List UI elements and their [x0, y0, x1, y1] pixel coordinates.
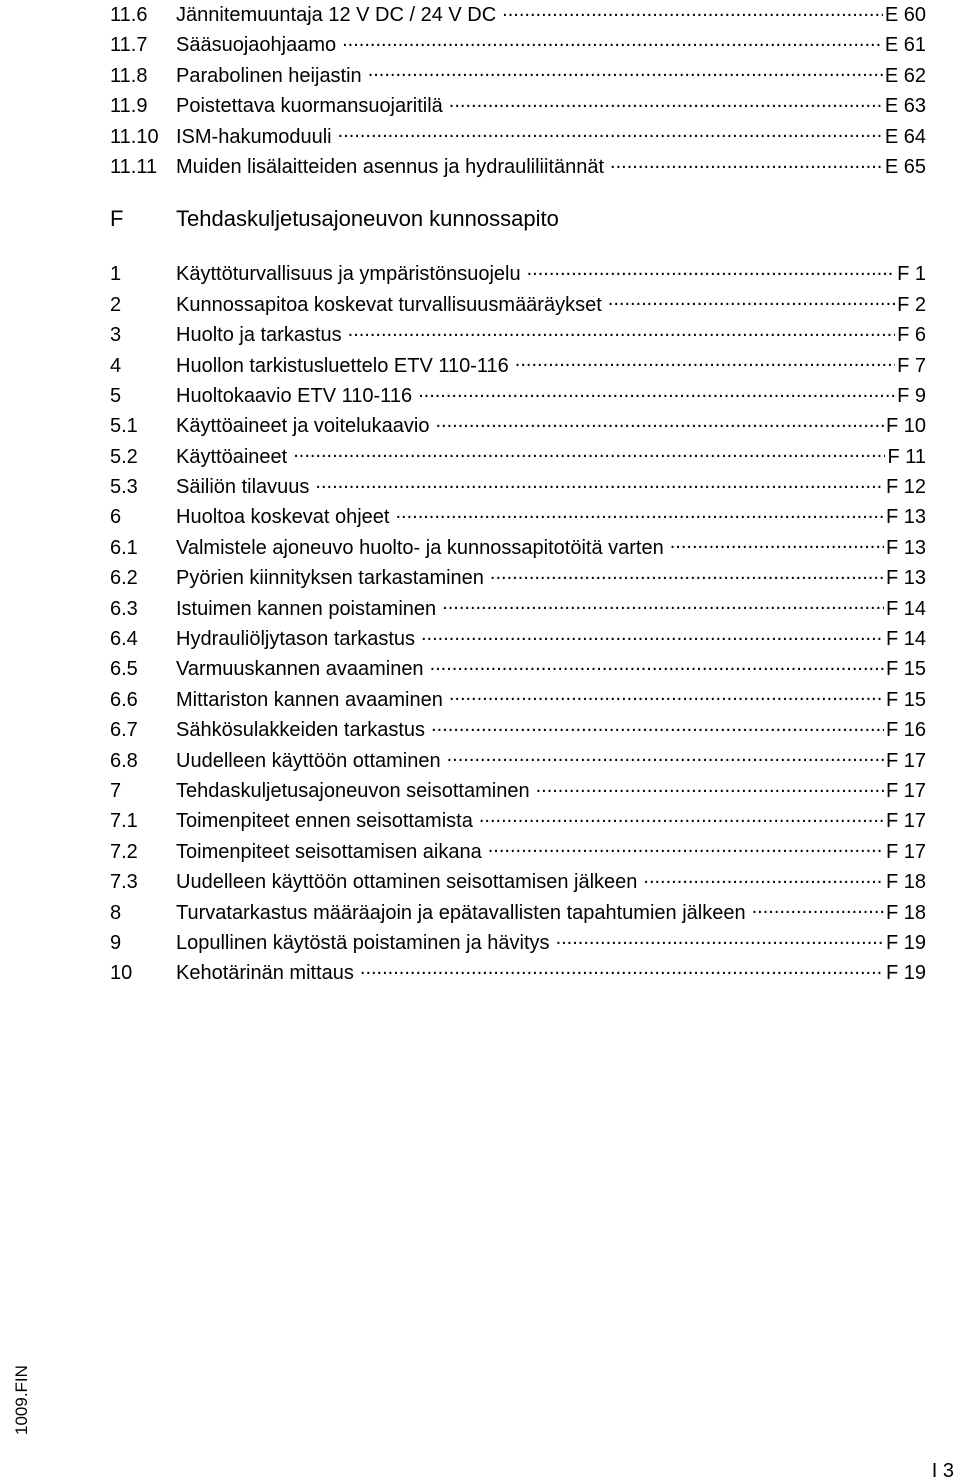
toc-entry-title: Käyttöaineet ja voitelukaavio: [176, 415, 430, 438]
toc-entry-title: Uudelleen käyttöön ottaminen: [176, 749, 441, 772]
section-title: Tehdaskuljetusajoneuvon kunnossapito: [176, 206, 559, 232]
toc-entry-number: 6.7: [110, 719, 138, 742]
toc-entry[interactable]: [110, 563, 926, 593]
dot-leader: [488, 838, 884, 858]
toc-entry[interactable]: [110, 152, 926, 182]
toc-entry[interactable]: [110, 533, 926, 563]
toc-entry-title: Poistettava kuormansuojaritilä: [176, 95, 443, 118]
toc-entry-number: 3: [110, 324, 122, 347]
toc-entry-number: 11.10: [110, 125, 159, 148]
toc-entry-title: Hydrauliöljytason tarkastus: [176, 628, 415, 651]
toc-entry-title: Varmuuskannen avaaminen: [176, 658, 424, 681]
toc-entry-page: F 13: [885, 567, 926, 590]
toc-entry-title: Turvatarkastus määräajoin ja epätavallisten tapahtumien jälkeen: [176, 901, 746, 924]
toc-entry-title: Sähkösulakkeiden tarkastus: [176, 719, 426, 742]
toc-entry-title: Kunnossapitoa koskevat turvallisuusmääräykset: [176, 293, 602, 316]
toc-entry-title: Mittariston kannen avaaminen: [176, 688, 443, 711]
toc-entry-page: F 19: [885, 962, 926, 985]
toc-entry-title: Istuimen kannen poistaminen: [176, 597, 437, 620]
toc-entry-title: Huoltoa koskevat ohjeet: [176, 506, 390, 529]
dot-leader: [490, 564, 884, 584]
dot-leader: [643, 868, 884, 888]
dot-leader: [431, 716, 884, 736]
dot-leader: [515, 352, 895, 372]
toc-entry[interactable]: [110, 654, 926, 684]
toc-entry-page: E 64: [884, 125, 926, 148]
toc-entry[interactable]: [110, 685, 926, 715]
toc-entry-page: F 18: [885, 901, 926, 924]
toc-entry-page: F 11: [887, 445, 926, 468]
toc-entry[interactable]: [110, 320, 926, 350]
dot-leader: [293, 443, 885, 463]
toc-entry-number: 6.6: [110, 688, 138, 711]
toc-entry[interactable]: [110, 867, 926, 897]
toc-entry[interactable]: [110, 746, 926, 776]
toc-entry[interactable]: [110, 30, 926, 60]
toc-entry[interactable]: [110, 928, 926, 958]
toc-entry[interactable]: [110, 351, 926, 381]
dot-leader: [418, 382, 895, 402]
dot-leader: [442, 595, 884, 615]
toc-entry[interactable]: [110, 594, 926, 624]
toc-entry-title: Sääsuojaohjaamo: [176, 34, 337, 57]
dot-leader: [610, 153, 883, 173]
toc-list-top: [110, 0, 926, 182]
toc-entry-number: 7.1: [110, 810, 138, 833]
toc-entry-page: F 19: [885, 931, 926, 954]
dot-leader: [608, 291, 895, 311]
toc-entry-page: F 17: [885, 749, 926, 772]
toc-entry-page: F 16: [885, 719, 926, 742]
toc-entry-page: F 14: [885, 628, 926, 651]
dot-leader: [670, 534, 884, 554]
dot-leader: [368, 62, 883, 82]
toc-entry-page: F 9: [897, 384, 926, 407]
dot-leader: [479, 807, 884, 827]
toc-entry-number: 8: [110, 901, 122, 924]
toc-entry[interactable]: [110, 442, 926, 472]
dot-leader: [430, 655, 884, 675]
toc-entry-number: 2: [110, 293, 122, 316]
toc-entry[interactable]: [110, 472, 926, 502]
toc-entry-number: 6.3: [110, 597, 138, 620]
dot-leader: [338, 123, 883, 143]
toc-entry[interactable]: [110, 290, 926, 320]
dot-leader: [556, 929, 884, 949]
toc-entry-title: Muiden lisälaitteiden asennus ja hydrauliliitännät: [176, 155, 605, 178]
toc-entry-title: Jännitemuuntaja 12 V DC / 24 V DC: [176, 4, 497, 26]
toc-entry-number: 4: [110, 354, 122, 377]
section-letter: F: [110, 206, 124, 232]
toc-entry-title: Käyttöaineet: [176, 445, 288, 468]
toc-entry[interactable]: [110, 624, 926, 654]
toc-entry-number: 1: [110, 263, 122, 286]
dot-leader: [395, 503, 884, 523]
toc-entry-number: 5: [110, 384, 122, 407]
dot-leader: [436, 412, 884, 432]
toc-entry-number: 5.1: [110, 415, 138, 438]
toc-entry-title: Huolto ja tarkastus: [176, 324, 342, 347]
toc-entry-title: Toimenpiteet seisottamisen aikana: [176, 840, 482, 863]
toc-entry-page: E 65: [884, 155, 926, 178]
dot-leader: [315, 473, 884, 493]
dot-leader: [348, 321, 895, 341]
toc-entry-number: 9: [110, 931, 122, 954]
toc-entry-number: 6: [110, 506, 122, 529]
dot-leader: [449, 686, 884, 706]
toc-entry-page: F 7: [897, 354, 926, 377]
toc-entry-page: F 6: [897, 324, 926, 347]
toc-entry[interactable]: [110, 0, 926, 30]
toc-entry-number: 6.1: [110, 536, 138, 559]
toc-entry-number: 11.9: [110, 95, 148, 118]
toc-entry[interactable]: [110, 381, 926, 411]
toc-entry-title: Huoltokaavio ETV 110-116: [176, 384, 413, 407]
toc-entry-page: F 17: [885, 810, 926, 833]
toc-entry-title: Käyttöturvallisuus ja ympäristönsuojelu: [176, 263, 521, 286]
toc-entry-title: Lopullinen käytöstä poistaminen ja hävitys: [176, 931, 550, 954]
toc-entry[interactable]: [110, 776, 926, 806]
dot-leader: [752, 899, 884, 919]
toc-entry-title: Parabolinen heijastin: [176, 64, 362, 87]
toc-entry-title: ISM-hakumoduuli: [176, 125, 332, 148]
toc-entry-page: F 2: [897, 293, 926, 316]
toc-entry-title: Tehdaskuljetusajoneuvon seisottaminen: [176, 779, 530, 802]
toc-entry-number: 10: [110, 962, 133, 985]
page-number: I 3: [931, 1460, 954, 1482]
toc-list-bottom: [110, 259, 926, 988]
toc-entry-page: F 14: [885, 597, 926, 620]
toc-entry-title: Toimenpiteet ennen seisottamista: [176, 810, 473, 833]
toc-entry-number: 11.7: [110, 34, 148, 57]
toc-entry[interactable]: [110, 958, 926, 988]
toc-entry[interactable]: [110, 898, 926, 928]
toc-entry-page: F 13: [885, 536, 926, 559]
toc-entry-number: 11.6: [110, 4, 148, 26]
toc-entry-page: F 10: [885, 415, 926, 438]
toc-entry[interactable]: [110, 259, 926, 289]
toc-entry[interactable]: [110, 411, 926, 441]
toc-entry-number: 7.2: [110, 840, 138, 863]
toc-entry[interactable]: [110, 837, 926, 867]
document-code: 1009.FIN: [12, 1365, 31, 1435]
toc-entry-title: Huollon tarkistusluettelo ETV 110-116: [176, 354, 509, 377]
dot-leader: [502, 1, 883, 21]
dot-leader: [360, 959, 884, 979]
toc-entry-title: Uudelleen käyttöön ottaminen seisottamisen jälkeen: [176, 871, 638, 894]
dot-leader: [421, 625, 884, 645]
toc-entry[interactable]: [110, 806, 926, 836]
toc-entry-page: E 60: [884, 4, 926, 26]
toc-entry-page: F 15: [885, 658, 926, 681]
toc-entry-number: 6.4: [110, 628, 138, 651]
dot-leader: [536, 777, 884, 797]
toc-entry-number: 6.2: [110, 567, 138, 590]
toc-entry-title: Kehotärinän mittaus: [176, 962, 354, 985]
toc-entry-number: 7: [110, 779, 122, 802]
toc-entry-page: F 18: [885, 871, 926, 894]
toc-entry-page: E 63: [884, 95, 926, 118]
toc-entry-title: Pyörien kiinnityksen tarkastaminen: [176, 567, 484, 590]
toc-entry-number: 11.11: [110, 155, 158, 178]
toc-entry-page: F 1: [897, 263, 926, 286]
dot-leader: [449, 92, 883, 112]
toc-entry-page: F 17: [885, 779, 926, 802]
toc-entry[interactable]: [110, 61, 926, 91]
toc-entry-number: 11.8: [110, 64, 148, 87]
toc-entry-title: Säiliön tilavuus: [176, 476, 310, 499]
dot-leader: [342, 31, 883, 51]
toc-entry-title: Valmistele ajoneuvo huolto- ja kunnossapitotöitä varten: [176, 536, 664, 559]
toc-entry[interactable]: [110, 502, 926, 532]
toc-entry-page: E 61: [884, 34, 926, 57]
toc-entry-number: 5.2: [110, 445, 138, 468]
toc-entry-number: 5.3: [110, 476, 138, 499]
toc-entry[interactable]: [110, 715, 926, 745]
table-of-contents: [110, 0, 926, 989]
section-heading: [110, 204, 926, 234]
dot-leader: [527, 260, 895, 280]
toc-entry-number: 6.5: [110, 658, 138, 681]
dot-leader: [447, 747, 884, 767]
toc-entry-number: 6.8: [110, 749, 138, 772]
toc-entry-page: F 15: [885, 688, 926, 711]
toc-entry-page: E 62: [884, 64, 926, 87]
toc-entry[interactable]: [110, 91, 926, 121]
toc-entry-page: F 12: [885, 476, 926, 499]
toc-entry-page: F 17: [885, 840, 926, 863]
toc-entry[interactable]: [110, 122, 926, 152]
toc-entry-page: F 13: [885, 506, 926, 529]
toc-entry-number: 7.3: [110, 871, 138, 894]
